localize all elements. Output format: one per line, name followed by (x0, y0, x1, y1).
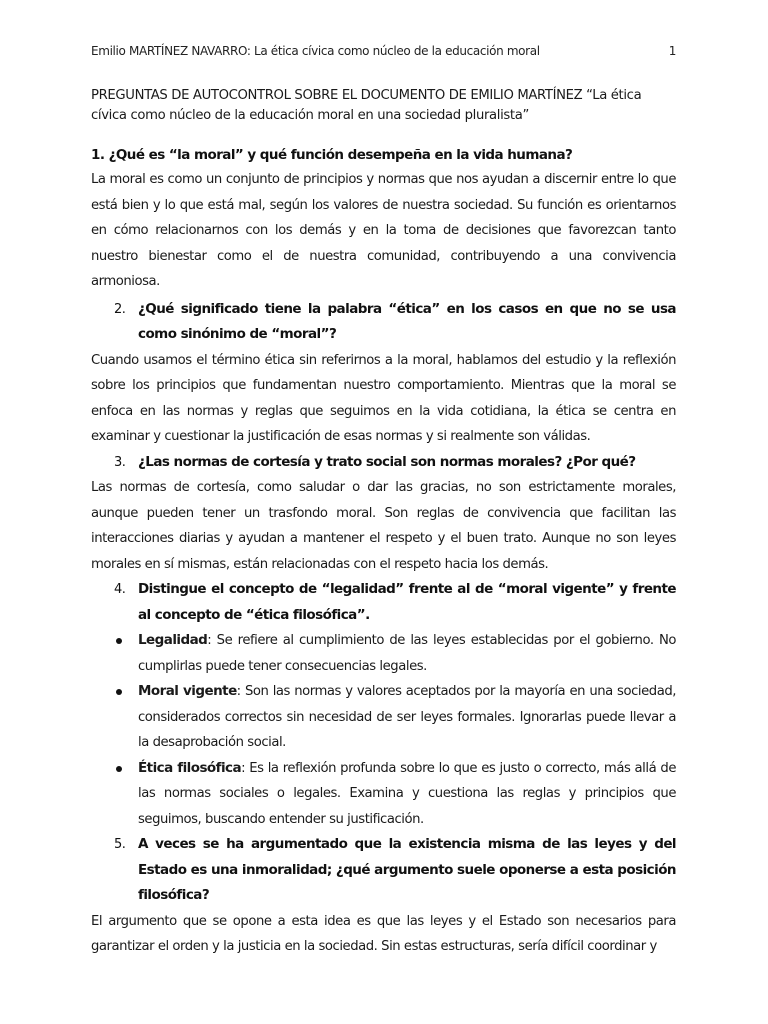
bullet-icon (91, 756, 138, 833)
question-4-heading: Distingue el concepto de “legalidad” frente al de “moral vigente” y frente al concepto de “ética filosófica”. (138, 581, 676, 623)
question-4 (91, 577, 676, 628)
question-1-heading: 1. ¿Qué es “la moral” y qué función desempeña en la vida humana? (91, 147, 573, 163)
question-2-heading: ¿Qué significado tiene la palabra “ética” en los casos en que no se usa como sinónimo de “moral”? (138, 300, 676, 342)
running-title: Emilio MARTÍNEZ NAVARRO: La ética cívica como núcleo de la educación moral (91, 44, 540, 58)
question-3 (91, 450, 676, 476)
question-2 (91, 297, 676, 348)
question-3-answer: Las normas de cortesía, como saludar o dar las gracias, no son estrictamente morales, aunque pueden tener un trasfondo moral. Son reglas de convivencia que facilitan las interacciones diarias y ayudan a mantener el respeto y el buen trato. Aunque no son leyes morales en sí mismas, están relacionadas con el respeto hacia los demás. (91, 480, 676, 572)
list-item (91, 679, 676, 756)
list-item (91, 756, 676, 833)
document-title: PREGUNTAS DE AUTOCONTROL SOBRE EL DOCUMENTO DE EMILIO MARTÍNEZ “La ética cívica como núcleo de la educación moral en una sociedad pluralista” (91, 88, 642, 123)
bullet-term: Legalidad (138, 632, 208, 648)
question-5 (91, 832, 676, 909)
bullet-term: Moral vigente (138, 683, 237, 699)
running-header (91, 44, 676, 58)
bullet-text: : Son las normas y valores aceptados por la mayoría en una sociedad, considerados correctos sin necesidad de ser leyes formales. Ignorarlas puede llevar a la desaprobación social. (138, 684, 676, 750)
list-item (91, 628, 676, 679)
bullet-text: : Es la reflexión profunda sobre lo que es justo o correcto, más allá de las normas sociales o legales. Examina y cuestiona las reglas y principios que seguimos, buscando entender su justificación. (138, 760, 676, 827)
bullet-icon (91, 628, 138, 679)
question-2-number: 2. (114, 301, 126, 317)
document-body (91, 145, 676, 960)
question-2-answer: Cuando usamos el término ética sin referirnos a la moral, hablamos del estudio y la reflexión sobre los principios que fundamentan nuestro comportamiento. Mientras que la moral se enfoca en las normas y reglas que seguimos en la vida cotidiana, la ética se centra en examinar y cuestionar la justificación de esas normas y si realmente son válidas. (91, 352, 676, 444)
bullet-icon (91, 679, 138, 756)
page-number: 1 (668, 44, 676, 58)
bullet-term: Ética filosófica (138, 759, 242, 776)
bullet-text: : Se refiere al cumplimiento de las leyes establecidas por el gobierno. No cumplirlas puede tener consecuencias legales. (138, 633, 676, 674)
question-5-number: 5. (114, 837, 126, 852)
question-4-number: 4. (114, 582, 126, 597)
question-5-answer: El argumento que se opone a esta idea es que las leyes y el Estado son necesarios para garantizar el orden y la justicia en la sociedad. Sin estas estructuras, sería difícil coordinar y (91, 913, 676, 954)
question-1-answer: La moral es como un conjunto de principios y normas que nos ayudan a discernir entre lo que está bien y lo que está mal, según los valores de nuestra sociedad. Su función es orientarnos en cómo relacionarnos con los demás y en la toma de decisiones que favorezcan tanto nuestro bienestar como el de nuestra comunidad, contribuyendo a una convivencia armoniosa. (91, 172, 676, 289)
question-3-heading: ¿Las normas de cortesía y trato social son normas morales? ¿Por qué? (138, 453, 636, 470)
question-5-heading: A veces se ha argumentado que la existencia misma de las leyes y del Estado es una inmoralidad; ¿qué argumento suele oponerse a esta posición filosófica? (138, 836, 676, 903)
question-3-number: 3. (114, 454, 126, 470)
